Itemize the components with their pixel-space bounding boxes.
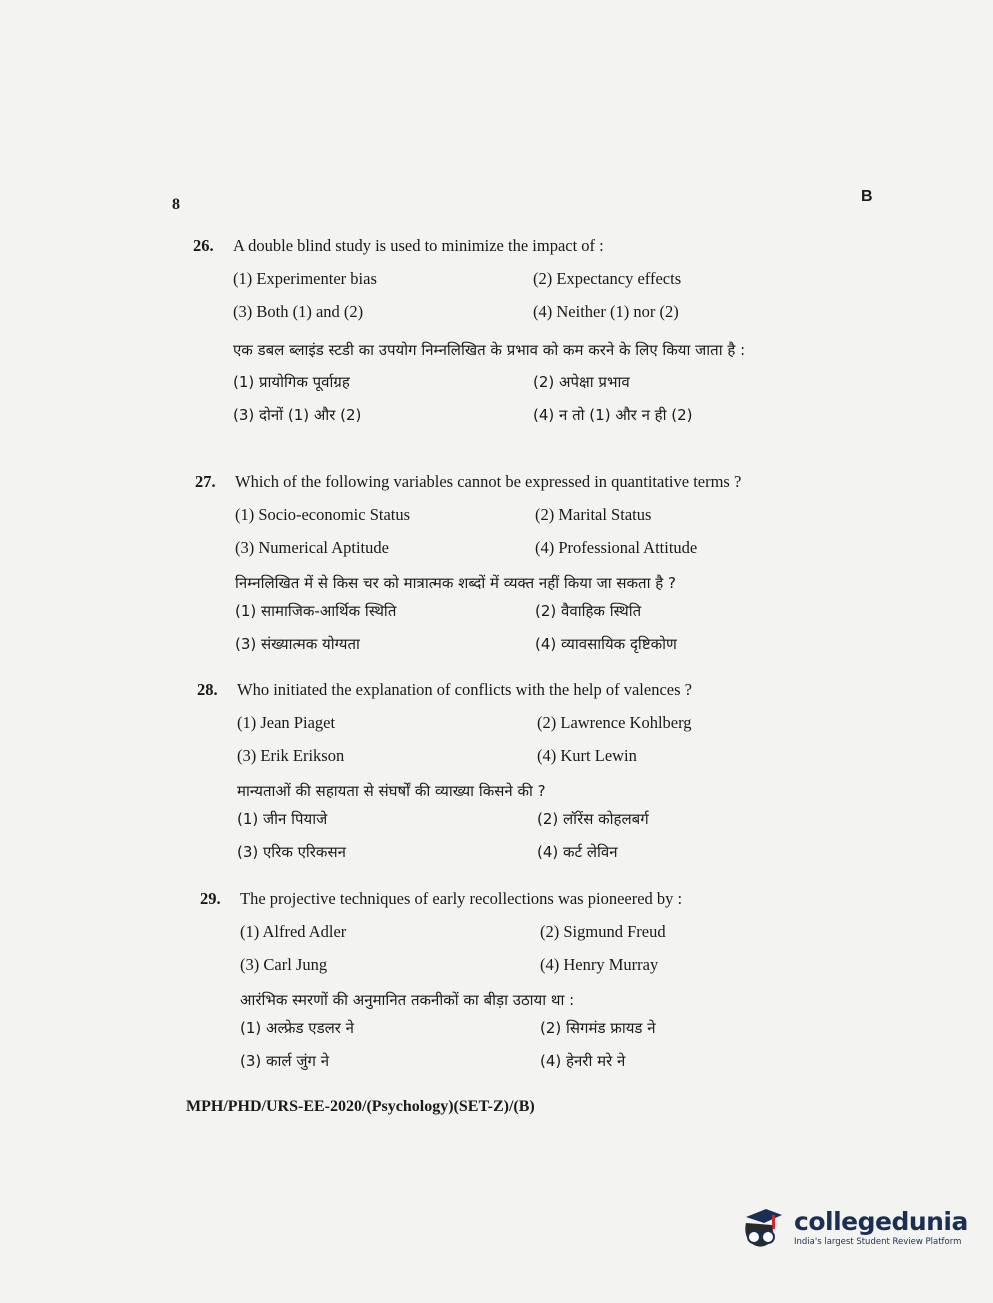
question-text: A double blind study is used to minimize the impact of : bbox=[233, 236, 604, 255]
option-2-hindi: (2) वैवाहिक स्थिति bbox=[535, 602, 642, 620]
page-number: 8 bbox=[172, 196, 180, 213]
paper-code-footer: MPH/PHD/URS-EE-2020/(Psychology)(SET-Z)/(B) bbox=[186, 1098, 535, 1115]
option-3-hindi: (3) दोनों (1) और (2) bbox=[233, 406, 362, 424]
option-3: (3) Numerical Aptitude bbox=[235, 538, 389, 557]
set-letter: B bbox=[861, 188, 873, 205]
question-number: 29. bbox=[200, 889, 221, 908]
question-text-hindi: निम्नलिखित में से किस चर को मात्रात्मक शब्दों में व्यक्त नहीं किया जा सकता है ? bbox=[235, 574, 676, 592]
option-2-hindi: (2) अपेक्षा प्रभाव bbox=[533, 373, 630, 391]
option-3-hindi: (3) कार्ल जुंग ने bbox=[240, 1052, 330, 1070]
option-4-hindi: (4) हेनरी मरे ने bbox=[540, 1052, 626, 1070]
question-number: 28. bbox=[197, 680, 218, 699]
option-1: (1) Alfred Adler bbox=[240, 922, 347, 941]
question-29 bbox=[200, 889, 860, 1084]
question-28 bbox=[197, 680, 857, 875]
question-number: 26. bbox=[193, 236, 214, 255]
watermark-name: collegedunia bbox=[794, 1207, 968, 1236]
option-1-hindi: (1) सामाजिक-आर्थिक स्थिति bbox=[235, 602, 397, 620]
option-3: (3) Erik Erikson bbox=[237, 746, 345, 765]
option-2: (2) Sigmund Freud bbox=[540, 922, 666, 941]
option-4-hindi: (4) व्यावसायिक दृष्टिकोण bbox=[535, 635, 677, 653]
option-4-hindi: (4) कर्ट लेविन bbox=[537, 843, 618, 861]
option-4: (4) Kurt Lewin bbox=[537, 746, 637, 765]
option-4: (4) Professional Attitude bbox=[535, 538, 698, 557]
question-text: Who initiated the explanation of conflicts with the help of valences ? bbox=[237, 680, 692, 699]
question-text: The projective techniques of early recollections was pioneered by : bbox=[240, 889, 683, 908]
option-1: (1) Jean Piaget bbox=[237, 713, 336, 732]
watermark-tagline: India's largest Student Review Platform bbox=[794, 1237, 962, 1247]
question-text-hindi: एक डबल ब्लाइंड स्टडी का उपयोग निम्नलिखित के प्रभाव को कम करने के लिए किया जाता है : bbox=[233, 341, 746, 359]
collegedunia-watermark bbox=[736, 1196, 966, 1258]
option-4-hindi: (4) न तो (1) और न ही (2) bbox=[533, 406, 693, 424]
option-3-hindi: (3) संख्यात्मक योग्यता bbox=[235, 635, 360, 653]
option-3-hindi: (3) एरिक एरिकसन bbox=[237, 843, 346, 861]
option-3: (3) Both (1) and (2) bbox=[233, 302, 364, 321]
option-2-hindi: (2) सिगमंड फ्रायड ने bbox=[540, 1019, 656, 1037]
option-4: (4) Henry Murray bbox=[540, 955, 659, 974]
option-2: (2) Lawrence Kohlberg bbox=[537, 713, 692, 732]
option-4: (4) Neither (1) nor (2) bbox=[533, 302, 679, 321]
option-1: (1) Socio-economic Status bbox=[235, 505, 411, 524]
option-2: (2) Expectancy effects bbox=[533, 269, 682, 288]
question-text-hindi: मान्यताओं की सहायता से संघर्षों की व्याख्या किसने की ? bbox=[237, 782, 546, 800]
option-2-hindi: (2) लॉरेंस कोहलबर्ग bbox=[537, 810, 649, 828]
option-2: (2) Marital Status bbox=[535, 505, 652, 524]
option-1-hindi: (1) प्रायोगिक पूर्वाग्रह bbox=[233, 373, 350, 391]
option-3: (3) Carl Jung bbox=[240, 955, 328, 974]
question-27 bbox=[195, 472, 855, 667]
option-1-hindi: (1) जीन पियाजे bbox=[237, 810, 328, 828]
option-1: (1) Experimenter bias bbox=[233, 269, 377, 288]
question-26 bbox=[193, 236, 853, 438]
question-number: 27. bbox=[195, 472, 216, 491]
question-text: Which of the following variables cannot be expressed in quantitative terms ? bbox=[235, 472, 742, 491]
option-1-hindi: (1) अल्फ्रेड एडलर ने bbox=[240, 1019, 354, 1037]
mascot-logo-icon bbox=[736, 1201, 788, 1253]
question-text-hindi: आरंभिक स्मरणों की अनुमानित तकनीकों का बीड़ा उठाया था : bbox=[240, 991, 575, 1009]
